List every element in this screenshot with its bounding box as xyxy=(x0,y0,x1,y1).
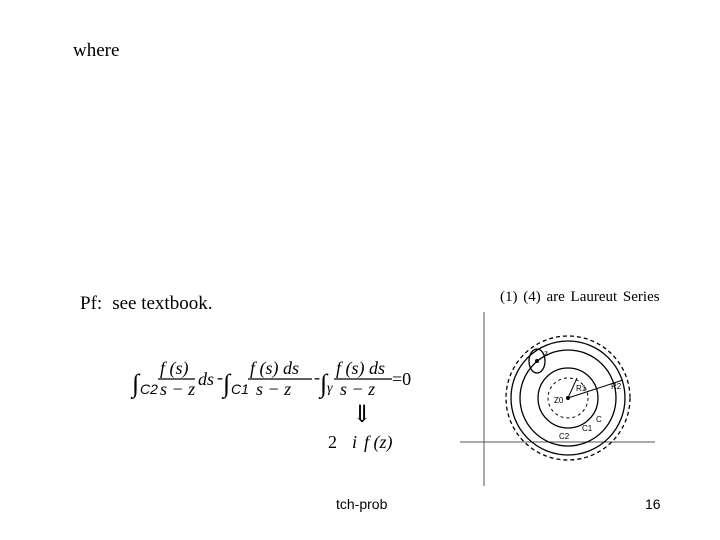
where-label: where xyxy=(73,40,120,61)
label-z0: Z0 xyxy=(554,396,564,405)
label-c1: C1 xyxy=(582,424,593,433)
proof-text: see textbook. xyxy=(112,293,213,314)
term1-ds: ds xyxy=(198,369,215,389)
proof-prefix: Pf: xyxy=(80,293,103,314)
label-r2: R2 xyxy=(611,382,622,391)
page-number: 16 xyxy=(645,496,661,512)
contour-gamma-label: γ xyxy=(327,381,333,396)
minus-sign-1: - xyxy=(217,367,223,387)
implies-arrow-icon: ⇓ xyxy=(352,402,373,428)
term3-denominator: s − z xyxy=(340,379,376,399)
integral-sign-3: ∫ xyxy=(320,369,328,398)
label-r1: R1 xyxy=(576,384,587,393)
integral-sign-2: ∫ xyxy=(223,369,231,398)
equals-zero: =0 xyxy=(392,369,412,389)
contour-c2-label: C2 xyxy=(140,381,158,397)
label-z: z xyxy=(544,349,548,358)
integral-sign-1: ∫ xyxy=(132,369,140,398)
contour-integral-equation xyxy=(130,352,430,457)
contour-c1-label: C1 xyxy=(231,381,249,397)
term1-numerator: f (s) xyxy=(160,358,189,378)
result-coefficient: 2 xyxy=(328,432,337,452)
label-c2: C2 xyxy=(559,432,570,441)
term1-denominator: s − z xyxy=(160,379,196,399)
result-i: i xyxy=(352,432,358,452)
term3-numerator: f (s) ds xyxy=(336,358,385,378)
point-z xyxy=(535,359,539,363)
term2-numerator: f (s) ds xyxy=(250,358,299,378)
result-fz: f (z) xyxy=(364,432,393,452)
footer-source-label: tch-prob xyxy=(336,496,388,512)
minus-sign-2: - xyxy=(314,367,320,387)
annulus-contour-diagram xyxy=(455,310,665,488)
label-c: C xyxy=(596,415,602,424)
laurent-series-note: (1) (4) are Laureut Series xyxy=(500,289,660,305)
proof-line xyxy=(80,293,212,315)
term2-denominator: s − z xyxy=(256,379,292,399)
